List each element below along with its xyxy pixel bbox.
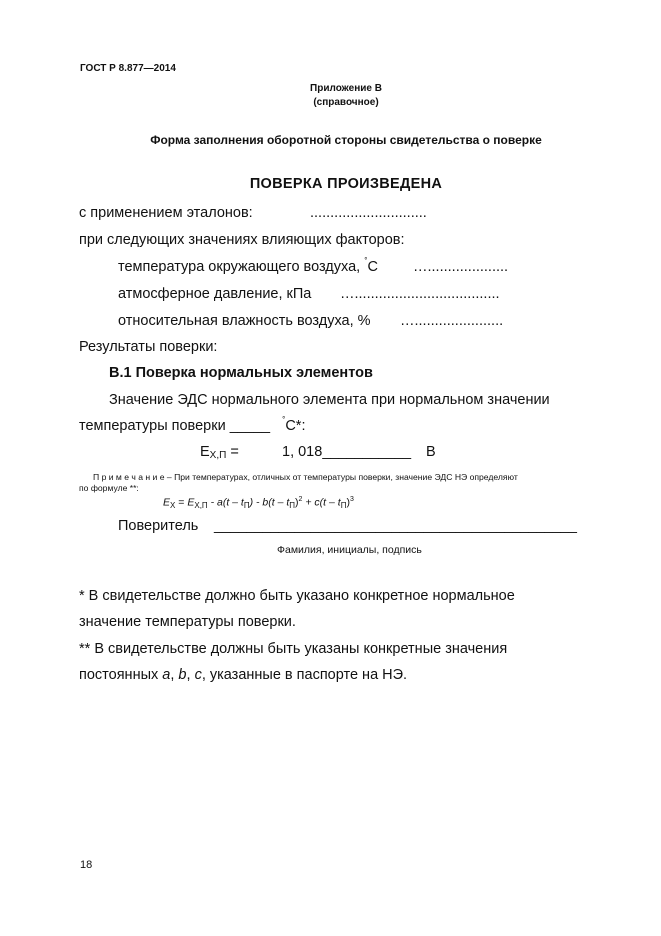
factor-humidity	[118, 314, 371, 329]
degree-mark: °	[364, 256, 368, 265]
emf-unit: В	[426, 444, 436, 460]
formula-tp-sub: П	[289, 500, 296, 510]
constant-c: c	[194, 667, 202, 683]
annex-subtitle: (справочное)	[313, 97, 379, 108]
formula-e: E	[187, 496, 195, 509]
standards-dots: .............................	[310, 205, 427, 221]
formula-part4: + c(t – t	[302, 496, 341, 509]
emf-value: 1, 018	[282, 444, 323, 460]
pressure-label: атмосферное давление, кПа	[118, 286, 312, 302]
emf-value-blank: ___________	[322, 444, 412, 460]
formula-lhs-sub: X	[170, 500, 176, 510]
verifier-label: Поверитель	[118, 518, 199, 534]
formula-part5: )	[346, 496, 350, 509]
formula-part2: ) - b(t – t	[249, 496, 290, 509]
factor-temperature	[118, 256, 378, 275]
emf-paragraph-line1: Значение ЭДС нормального элемента при нормальном значении	[109, 392, 550, 408]
standards-line	[79, 206, 253, 221]
formula-tp-sub: П	[243, 500, 250, 510]
temperature-dots: …....................	[413, 259, 509, 275]
footnote-2-line2	[79, 668, 407, 683]
emf-value-group	[282, 445, 411, 460]
footnote-2-suffix: , указанные в паспорте на НЭ.	[201, 667, 408, 683]
main-title: ПОВЕРКА ПРОИЗВЕДЕНА	[249, 176, 443, 192]
constant-a: a	[162, 667, 171, 683]
temperature-unit: С	[367, 259, 378, 275]
standard-header: ГОСТ Р 8.877—2014	[80, 63, 176, 74]
annex-title: Приложение В	[310, 83, 382, 94]
formula-part3: )	[295, 496, 299, 509]
emf-subscript: Х,П	[209, 450, 227, 461]
emf-value-line	[200, 445, 239, 460]
note-line2: по формуле **:	[79, 483, 139, 493]
form-title: Форма заполнения оборотной стороны свидетельства о поверке	[150, 133, 542, 147]
formula-tp-sub: П	[340, 500, 347, 510]
emf-symbol: E	[200, 444, 210, 460]
formula-e-sub: Х,П	[194, 500, 208, 510]
verifier-caption: Фамилия, инициалы, подпись	[277, 544, 422, 556]
note-text: – При температурах, отличных от температуры поверки, значение ЭДС НЭ определяют	[164, 472, 518, 482]
constant-b: b	[178, 667, 187, 683]
temperature-label: температура окружающего воздуха,	[118, 259, 361, 275]
emf-paragraph-line2	[79, 415, 306, 434]
section-heading: В.1 Поверка нормальных элементов	[109, 365, 373, 381]
page-number: 18	[80, 859, 93, 871]
emf-line2-suffix: С*:	[285, 418, 306, 434]
separator: ,	[170, 667, 179, 683]
degree-mark: °	[282, 415, 286, 424]
humidity-dots: …......................	[400, 313, 504, 329]
formula-eq: =	[178, 496, 185, 509]
factor-pressure	[118, 287, 311, 302]
footnote-2-line1: ** В свидетельстве должны быть указаны конкретные значения	[79, 641, 508, 657]
formula-cube: 3	[349, 496, 354, 503]
formula-lhs: E	[163, 496, 171, 509]
emf-equals: =	[230, 444, 239, 460]
note-line1	[93, 473, 518, 482]
results-label: Результаты поверки:	[79, 339, 218, 355]
pressure-dots: …....................................	[340, 286, 500, 302]
verifier-signature-line: _____________________________________________	[214, 518, 577, 534]
emf-line2-prefix: температуры поверки	[79, 418, 226, 434]
footnote-1-line2: значение температуры поверки.	[79, 614, 296, 630]
footnote-2-prefix: постоянных	[79, 667, 163, 683]
separator: ,	[186, 667, 195, 683]
note-label: П р и м е ч а н и е	[93, 472, 165, 482]
standards-label: с применением эталонов:	[79, 205, 253, 221]
footnote-1-line1: * В свидетельстве должно быть указано конкретное нормальное	[79, 588, 515, 604]
emf-temperature-blank: _____	[229, 418, 271, 434]
factors-intro: при следующих значениях влияющих факторов:	[79, 232, 405, 248]
correction-formula	[163, 496, 354, 508]
formula-square: 2	[298, 496, 303, 503]
formula-part1: - a(t – t	[207, 496, 244, 509]
humidity-label: относительная влажность воздуха, %	[118, 313, 371, 329]
